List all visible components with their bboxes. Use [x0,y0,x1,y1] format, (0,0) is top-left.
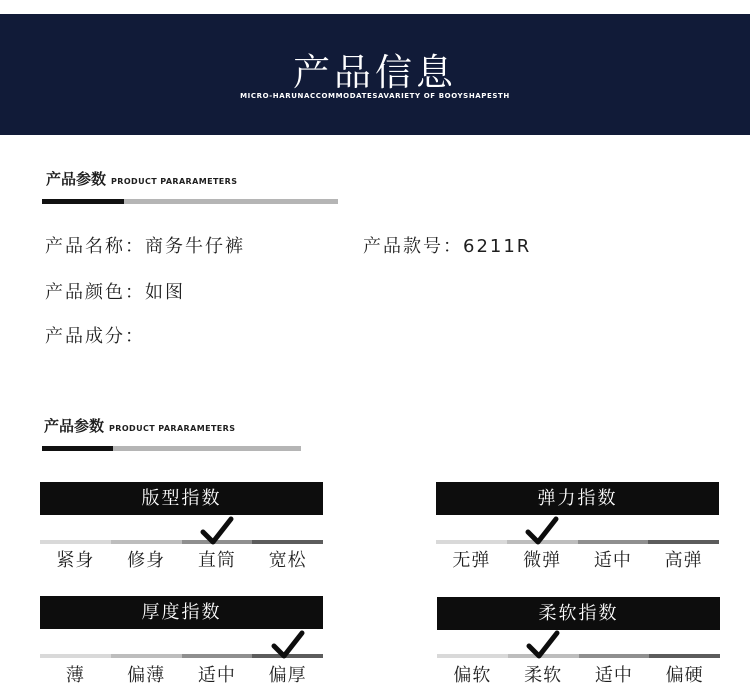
index-title-elasticity: 弹力指数 [436,482,719,515]
option-label: 薄 [65,665,85,686]
option-label: 偏硬 [665,665,704,686]
param-model-label: 产品款号： [363,236,463,257]
section-title-cn: 产品参数 [44,417,105,435]
option-label: 无弹 [452,550,491,571]
section-underline-accent [42,446,113,451]
index-title-fit: 版型指数 [40,482,323,515]
index-scale-elasticity [436,540,719,544]
param-name-value: 商务牛仔裤 [145,236,245,257]
check-mark-icon [271,630,305,660]
option-label: 修身 [127,550,166,571]
option-label: 偏厚 [268,665,307,686]
index-options-fit [40,546,323,572]
param-composition [45,322,145,348]
index-scale-fit [40,540,323,544]
index-options-elasticity [436,546,719,572]
check-mark-icon [526,630,560,660]
option-label: 适中 [593,550,632,571]
param-model [363,232,531,258]
section-underline-accent [42,199,124,204]
section-heading-2 [44,415,235,436]
banner-title: 产品信息 [293,51,457,94]
index-title-softness: 柔软指数 [437,597,720,630]
param-composition-label: 产品成分： [45,326,145,347]
section-underline [42,199,338,204]
option-label: 紧身 [56,550,95,571]
index-scale-softness [437,654,720,658]
param-color [45,278,185,304]
option-label: 微弹 [523,550,562,571]
option-label: 宽松 [268,550,307,571]
index-options-thickness [40,661,323,687]
banner-subtitle: MICRO-HARUNACCOMMODATESAVARIETY OF BOOYSHAPESTH [240,92,510,100]
option-label: 偏软 [453,665,492,686]
param-color-value: 如图 [145,282,185,303]
index-options-softness [437,661,720,687]
param-color-label: 产品颜色： [45,282,145,303]
index-title-thickness: 厚度指数 [40,596,323,629]
option-label: 直筒 [197,550,236,571]
check-mark-icon [525,516,559,546]
param-name [45,232,245,258]
param-name-label: 产品名称： [45,236,145,257]
param-model-value: 6211R [463,236,532,257]
option-label: 高弹 [664,550,703,571]
header-banner [0,14,750,135]
option-label: 适中 [594,665,633,686]
section-title-en: PRODUCT PARARAMETERS [111,177,238,186]
section-title-en: PRODUCT PARARAMETERS [109,424,236,433]
option-label: 适中 [197,665,236,686]
check-mark-icon [200,516,234,546]
section-title-cn: 产品参数 [46,170,107,188]
section-underline [42,446,301,451]
option-label: 偏薄 [127,665,166,686]
section-heading-1 [46,168,237,189]
option-label: 柔软 [524,665,563,686]
